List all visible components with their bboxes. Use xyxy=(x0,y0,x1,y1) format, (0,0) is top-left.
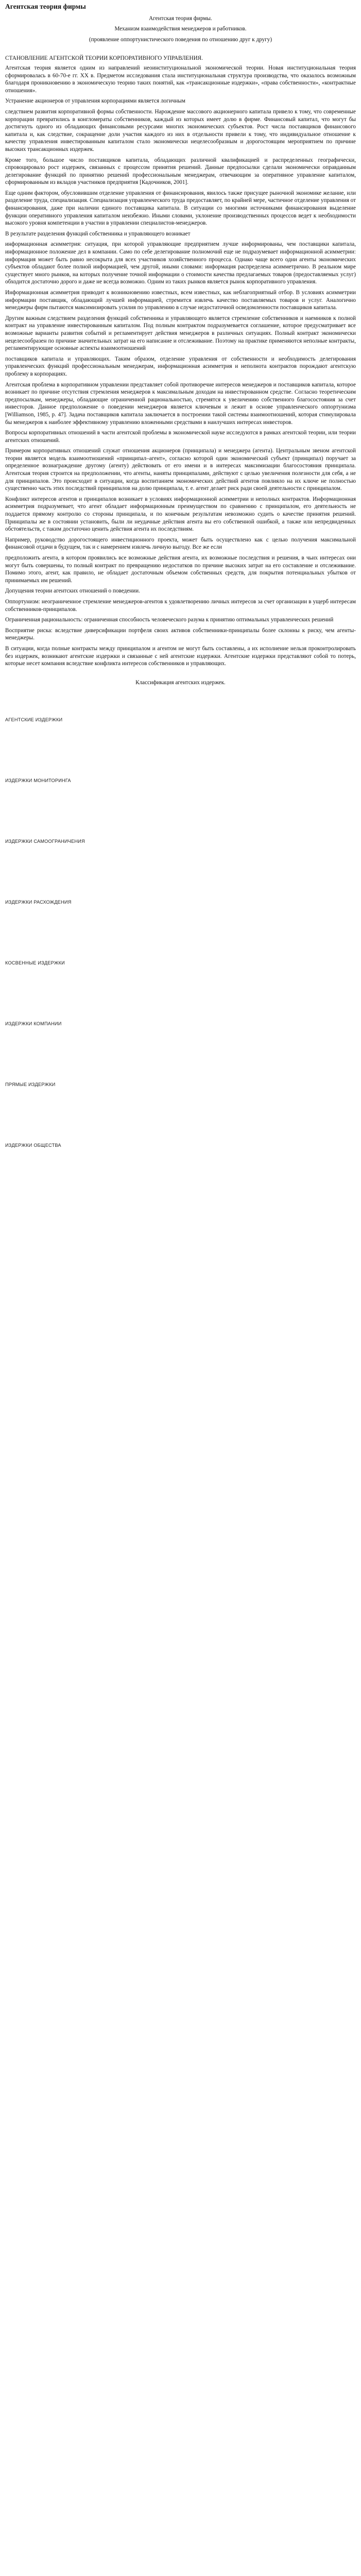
paragraph: Ограниченная рациональность: ограниченная способность человеческого разума к принятию оптимальных управленческих решений xyxy=(5,617,334,623)
diagram-node-label: ИЗДЕРЖКИ РАСХОЖДЕНИЯ xyxy=(5,899,72,905)
paragraph: Вопросы корпоративных отношений в части агентской проблемы в экономической науке исследуются в рамках агентской теории, или теории агентских отношений. xyxy=(5,430,356,444)
heading-line-2: Механизм взаимодействия менеджеров и работников. xyxy=(114,26,247,32)
diagram-node xyxy=(5,732,356,792)
diagram-node-label: ИЗДЕРЖКИ МОНИТОРИНГА xyxy=(5,777,71,783)
diagram-node xyxy=(5,792,356,853)
paragraph: Оппортунизм: неограниченное стремление менеджеров-агентов к удовлетворению личных интересов за счет организации в ущерб интересам собственников-принципалов. xyxy=(5,598,356,613)
diagram-node-label: АГЕНТСКИЕ ИЗДЕРЖКИ xyxy=(5,717,63,722)
paragraph: поставщиков капитала и управляющих. Таким образом, отделение управления от собственности и необходимость делегирования управленческих функций профессиональным менеджерам, информационная асимметрия и неполнота контрактов порождают агентскую проблему в корпорациях. xyxy=(5,355,356,377)
paragraph: Агентская теория является одним из направлений неоинституциональной экономической теории. Новая институциональная теория сформировалась в 60-70-е гг. XX в. Предметом исследования стала институциональная структура производства, что оказалось возможным благодаря проникновению в экономическую теорию таких понятий, как «трансакционные издержки», «права собственности», «контрактные отношения». xyxy=(5,64,356,94)
paragraph: предположить агента, в котором проявились все возможные действия агента, их возможные последствия и решения, в чьих интересах они могут быть совершены, то полный контракт по превращению недостатков по причине высоких затрат на его составление и отслеживание. Помимо этого, агент, как правило, не обладает достаточным объемом собственных средств, для покрытия потенциальных убытков от принимаемых им решений. xyxy=(5,555,356,584)
document-title: Агентская теория фирмы xyxy=(5,3,86,10)
diagram-node xyxy=(5,914,356,975)
paragraph: Например, руководство дорогостоящего инвестиционного проекта, может быть осуществлено как с целью получения максимальной финансовой отдачи в будущем, так и с намерением извлечь личную выгоду. Все же если xyxy=(5,536,356,551)
diagram-node-label: ИЗДЕРЖКИ КОМПАНИИ xyxy=(5,1021,62,1026)
paragraph: Конфликт интересов агентов и принципалов возникает в условиях информационной асимметрии и неполных контрактов. Информационная асимметрия подразумевает, что агент обладает информационным преимуществом по сравнению с принципалом, его деятельность не поддается прямому контролю со стороны принципала, и по конечным результатам невозможно судить о качестве принятия решений. Принципалы же в состоянии установить, были ли неудачные действия агента вы его собственной ошибкой, а также или непредвиденных обстоятельств, с таким достаточно ценить действия агента их последствиям. xyxy=(5,496,356,533)
paragraph: Кроме того, большое число поставщиков капитала, обладающих различной квалификацией и распределенных географически, спровоцировало рост издержек, связанных с процессом принятия решений. Данные предпосылки сделали экономически оправданным делегирование функций по принятию решений профессиональным менеджерам, отвечающим за оперативное управление капиталом, сформированным из вкладов участников предприятия [Кадочников, 2001]. xyxy=(5,157,356,186)
body-text xyxy=(5,64,356,668)
heading-block xyxy=(5,15,356,44)
diagram-node xyxy=(5,1096,356,1157)
paragraph: Другим важным следствием разделения функций собственника и управляющего является стремление собственников и наемников к полной контракт на управление инвестированным капиталом. Под полным контрактом подразумевается соглашение, которое предусматривает все возможные варианты развития событий и регламентирует действия менеджеров в различных ситуациях. Полный контракт экономически нецелесообразен по причине значительных затрат на его написание и отслеживание. Поэтому на практике применяются неполные контракты, регламентирующие основные аспекты взаимоотношений xyxy=(5,315,356,352)
diagram-node-label: ПРЯМЫЕ ИЗДЕРЖКИ xyxy=(5,1081,56,1087)
paragraph: В результате разделения функций собственника и управляющего возникает xyxy=(5,230,191,237)
section-title: СТАНОВЛЕНИЕ АГЕНТСКОЙ ТЕОРИИ КОРПОРАТИВНОГО УПРАВЛЕНИЯ. xyxy=(5,55,203,62)
paragraph: Примером корпоративных отношений служат отношения акционеров (принципала) и менеджера (агента). Центральным звеном агентской теории является модель взаимоотношений «принципал–агент», согласно которой один экономический субъект (принципал) поручает за определенное вознаграждение другому (агенту) действовать от его имени и в интересах максимизации благосостояния принципала. Агентская теория строится на предположении, что агенты, наняты принципалами, действуют с целью увеличения полезности для себя, а не для принципалов. Это происходит в ситуации, когда воспитанием экономических действий агентов повлияло на их ключе не полностью существенно часть этих последствий принципалов на долю принципала, т. е. агент делает риск ради своей деятельности с принципалом. xyxy=(5,448,356,492)
heading-line-3: (проявление оппортунистического поведения по отношению друг к другу) xyxy=(89,36,272,43)
diagram-node xyxy=(5,696,356,732)
diagram-node-label: ИЗДЕРЖКИ САМООГРАНИЧЕНИЯ xyxy=(5,838,85,844)
diagram-node xyxy=(5,1036,356,1096)
agency-costs-diagram xyxy=(5,696,356,1157)
diagram-node-label: ИЗДЕРЖКИ ОБЩЕСТВА xyxy=(5,1142,61,1148)
paragraph: следствием развития корпоративной формы собственности. Нарождение массового акционерного капитала привело к тому, что современные корпорации превратились в конгломераты собственников, каждый из которых имеет долю в фирме. Финансовый капитал, что могут бы достигнуть одного из обладающих финансовыми ресурсами многих экономических субъектов. Рост числа поставщиков финансового капитала и, как следствие, сокращение доли участия каждого из них в отдельности привели к тому, что индивидуальное отношение к качеству управления инвестированным капиталом стало экономически нецелесообразным и дорогостоящим мероприятием по причине высоких трансакционных издержек. xyxy=(5,108,356,152)
paragraph: информационная асимметрия: ситуация, при которой управляющие предприятием лучше информированы, чем поставщики капитала, информационное положение дел в компании. Само по себе делегирование полномочий еще не подразумевает информационной асимметрии: информация может быть равно несокрыта для всех участников хозяйственного процесса. Однако чаще всего одни агенты экономических субъектов обладают более полной информацией, чем другой, иными словами: информация распределена асимметрично. В реальном мире существует много рынков, на которых получение точной информации о стоимости качества предлагаемых товаров (предоставляемых услуг) обходится достаточно дорого и даже не всегда возможно. Одним из таких рынков является рынок корпоративного управления. xyxy=(5,241,356,285)
paragraph: В ситуации, когда полные контракты между принципалом и агентом не могут быть составлены, а их исполнение нельзя проконтролировать без издержек, возникают агентские издержки и связанные с ней агентские издержки. Агентские издержки представляют собой то потерь, которые несет компания вследствие конфликта интересов собственников и управляющих. xyxy=(5,645,356,667)
paragraph: Агентская проблема в корпоративном управлении представляет собой противоречие интересов менеджеров и поставщиков капитала, которое возникает по причине отсутствия стремления менеджеров к максимальным доходам на инвестированном средстве. Согласно теоретическим предпосылкам, менеджеры, обладающие ограниченной рациональностью, стремятся к увеличению собственного благосостояния за счет инвесторов. Данное предположение о поведении менеджеров является ключевым и лежит в основе управленческого оппортунизма [Williamson, 1985, р. 47]. Задача поставщиков капитала заключается в построении такой системы взаимоотношений, которая стимулировала бы менеджеров к наиболее эффективному управлению вложенными средствами в наилучших интересах инвесторов. xyxy=(5,381,356,426)
paragraph: Еще одним фактором, обусловившим отделение управления от финансирования, явилось также присущее рыночной экономике желание, или разделение труда, специализация. Специализация управленческого труда предоставляет, по крайней мере, частичное отделение управления от финансирования, даже при наличии единого поставщика капитала. В ситуации со многими источниками финансирования выделение функции оперативного управления капиталом неизбежно. Иными словами, уклонение производственных процессов ведет к необходимости высокого уровня компетенции в участии в управлении специалистов-менеджеров. xyxy=(5,190,356,227)
paragraph: Восприятие риска: вследствие диверсификации портфеля своих активов собственники-принципалы более склонны к риску, чем агенты-менеджеры. xyxy=(5,627,356,641)
paragraph: Допущения теории агентских отношений о поведении. xyxy=(5,588,140,595)
paragraph: Устранение акционеров от управления корпорациями является логичным xyxy=(5,98,185,105)
diagram-node xyxy=(5,853,356,914)
heading-line-1: Агентская теория фирмы. xyxy=(149,15,212,22)
document-page xyxy=(0,0,361,1178)
figure-caption: Классификация агентских издержек. xyxy=(135,679,226,686)
diagram-node xyxy=(5,975,356,1036)
diagram-node-label: КОСВЕННЫЕ ИЗДЕРЖКИ xyxy=(5,960,65,965)
paragraph: Информационная асимметрия приводит к возникновению известных, всем известных, как неблагоприятный отбор. В условиях асимметрии информации поставщик, обладающий лучшей информацией, стремится извлечь качество поставляемых товаров и услуг. Аналогично менеджеры фирм пытаются максимизировать усилия по управлению в случае недостаточной осведомленности поставщиков капитала. xyxy=(5,290,356,311)
